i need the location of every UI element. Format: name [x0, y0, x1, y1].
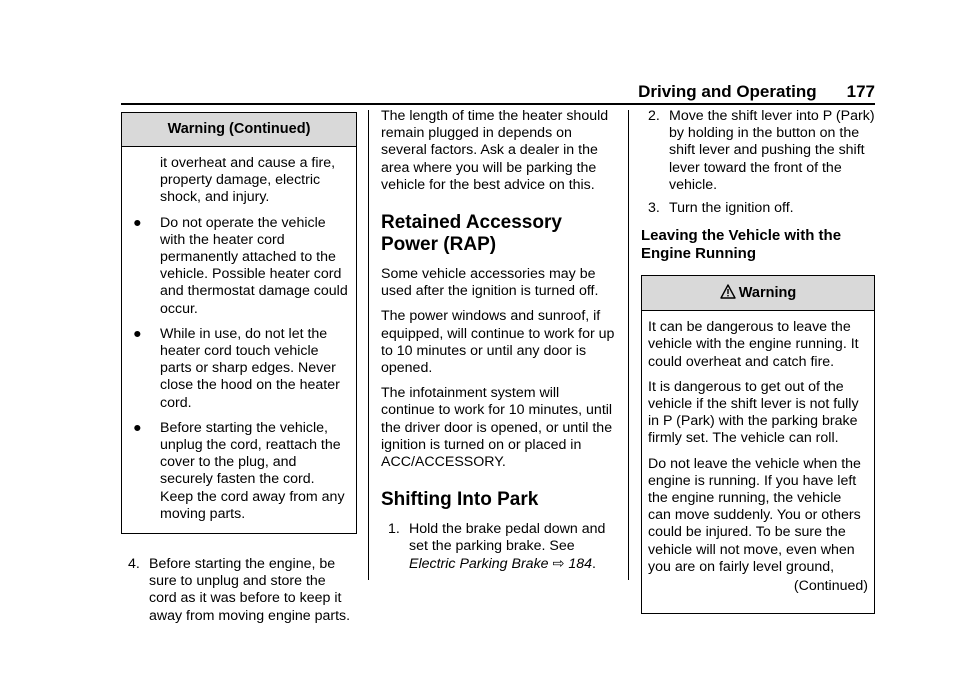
bullet-mark: ● — [133, 419, 142, 436]
page-reference-icon: ⇨ — [552, 555, 565, 572]
header-rule — [121, 103, 875, 105]
leaving-vehicle-heading: Leaving the Vehicle with the Engine Running — [641, 227, 842, 263]
bullet-text: While in use, do not let the heater cord touch vehicle parts or sharp edges. Never close the hood on the heater cord. — [160, 325, 340, 411]
step-text: Turn the ignition off. — [669, 200, 794, 217]
column-left — [121, 108, 357, 631]
warning-paragraph-3: Do not leave the vehicle when the engine is running. If you have left the engine running, the vehicle can move suddenly. You or others could be injured. To be sure the vehicle will not move, even when you are on fairly level ground, — [648, 455, 861, 575]
warning-title: Warning (Continued) — [122, 113, 356, 147]
warning-title: Warning — [738, 285, 797, 302]
continued-label: (Continued) — [793, 578, 868, 595]
step-3 — [641, 200, 875, 217]
step-number: 4. — [128, 556, 140, 573]
cross-reference-title: Electric Parking Brake — [409, 555, 549, 572]
step-text: Move the shift lever into P (Park) by holding in the button on the shift lever and pushing the shift lever toward the front of the vehicle. — [669, 108, 875, 193]
column-middle — [381, 108, 615, 579]
step-number: 2. — [648, 108, 660, 124]
step-4 — [121, 556, 357, 625]
warning-body — [122, 147, 356, 533]
step-1 — [381, 521, 615, 573]
heater-intro-paragraph: The length of time the heater should remain plugged in depends on several factors. Ask a dealer in the area where you will be parking the vehicle for the best advice on this. — [381, 108, 609, 193]
warning-header — [642, 276, 874, 311]
bullet-mark: ● — [133, 325, 142, 342]
bullet-text: Do not operate the vehicle with the heater cord permanently attached to the vehicle. Possible heater cord and thermostat damage could occur. — [160, 214, 348, 317]
page-header — [121, 82, 875, 102]
cross-reference-page: 184 — [568, 555, 593, 572]
warning-triangle-icon — [720, 278, 736, 312]
column-right — [641, 108, 875, 614]
warning-paragraph-2: It is dangerous to get out of the vehicle if the shift lever is not fully in P (Park) with the parking brake firmly set. The vehicle can roll. — [648, 378, 859, 447]
rap-paragraph-3: The infotainment system will continue to work for 10 minutes, until the driver door is opened, or until the ignition is turned on or placed in ACC/ACCESSORY. — [381, 385, 613, 471]
column-divider — [628, 110, 629, 580]
step-number: 3. — [648, 200, 660, 217]
step-text-end: . — [592, 555, 596, 572]
step-text: Before starting the engine, be sure to unplug and store the cord as it was before to keep it away from moving engine parts. — [149, 556, 351, 624]
warning-box — [641, 275, 875, 614]
warning-box-continued — [121, 112, 357, 534]
column-divider — [368, 110, 369, 580]
step-text: Hold the brake pedal down and set the parking brake. See — [409, 521, 606, 555]
warning-bullet — [128, 215, 350, 318]
warning-continued-text: it overheat and cause a fire, property damage, electric shock, and injury. — [160, 155, 336, 206]
warning-body — [642, 311, 874, 613]
bullet-text: Before starting the vehicle, unplug the cord, reattach the cover to the plug, and securely fasten the cord. Keep the cord away from any moving parts. — [160, 419, 345, 522]
warning-bullet — [128, 420, 350, 523]
step-number: 1. — [388, 521, 400, 538]
bullet-mark: ● — [133, 214, 142, 231]
warning-paragraph-1: It can be dangerous to leave the vehicle with the engine running. It could overheat and catch fire. — [648, 319, 859, 370]
rap-paragraph-2: The power windows and sunroof, if equipped, will continue to work for up to 10 minutes or until any door is opened. — [381, 308, 615, 377]
section-title: Driving and Operating — [638, 82, 817, 101]
rap-heading: Retained Accessory Power (RAP) — [381, 212, 562, 256]
warning-bullet — [128, 326, 350, 412]
rap-paragraph-1: Some vehicle accessories may be used after the ignition is turned off. — [381, 266, 599, 300]
page-number: 177 — [846, 82, 875, 101]
park-heading: Shifting Into Park — [381, 489, 539, 511]
cross-reference-link[interactable] — [409, 556, 592, 572]
step-2 — [641, 108, 875, 194]
